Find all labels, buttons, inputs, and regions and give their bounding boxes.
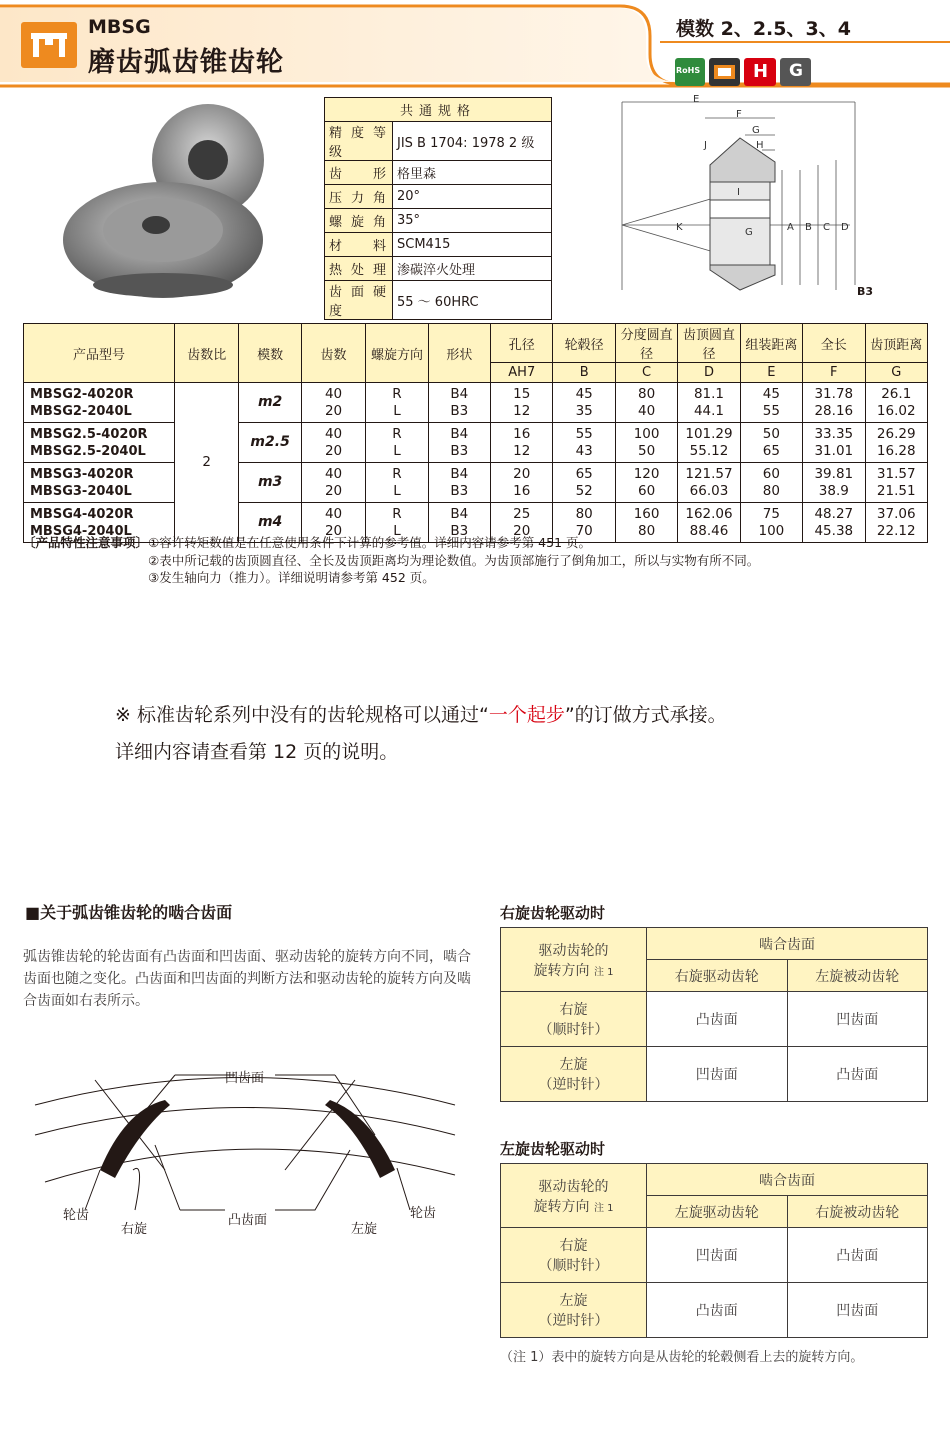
table-row: 齿形 格里森 (325, 161, 552, 185)
dim-cell-g: 37.06 22.12 (865, 503, 928, 543)
table-row: 压力角 20° (325, 185, 552, 209)
page-header (0, 0, 950, 88)
page-title: 磨齿弧齿锥齿轮 (88, 47, 284, 78)
type-b3-label: B3 (857, 285, 874, 298)
gear-photo (58, 100, 273, 305)
dim-cell-g: 31.57 21.51 (865, 463, 928, 503)
helix-cell: R L (366, 463, 428, 503)
table-row: 右旋 （顺时针） 凸齿面 凹齿面 (501, 992, 928, 1047)
ratio-cell: 2 (175, 383, 239, 543)
series-logo-icon (21, 22, 77, 68)
mesh-section-title: ■关于弧齿锥齿轮的啮合齿面 (25, 903, 233, 922)
table-row: 热处理 渗碳淬火处理 (325, 257, 552, 281)
shape-cell: B4 B3 (428, 383, 490, 423)
svg-text:D: D (841, 222, 849, 233)
teeth-cell: 40 20 (301, 423, 365, 463)
model-cell: MBSG4-4020R MBSG4-2040L (24, 503, 175, 543)
table-row: 左旋 （逆时针） 凸齿面 凹齿面 (501, 1283, 928, 1338)
dim-cell-a: 25 20 (491, 503, 553, 543)
custom-order-page-ref: 详细内容请查看第 12 页的说明。 (115, 741, 399, 763)
table-row (24, 423, 928, 463)
dim-cell-a: 15 12 (491, 383, 553, 423)
dim-cell-c: 160 80 (615, 503, 677, 543)
dim-cell-e: 60 80 (740, 463, 802, 503)
tooth-label-right: 轮齿 (410, 1206, 437, 1221)
helix-cell: R L (366, 503, 428, 543)
hardened-icon: H (744, 58, 776, 86)
dim-cell-g: 26.1 16.02 (865, 383, 928, 423)
rohs-badge-icon: RoHS (675, 58, 705, 86)
svg-text:G: G (752, 125, 760, 136)
model-cell: MBSG3-4020R MBSG3-2040L (24, 463, 175, 503)
svg-text:G: G (745, 227, 753, 238)
left-drive-title: 左旋齿轮驱动时 (500, 1140, 606, 1158)
dim-cell-f: 39.81 38.9 (803, 463, 865, 503)
dim-cell-d: 101.29 55.12 (678, 423, 740, 463)
dim-cell-c: 120 60 (615, 463, 677, 503)
left-drive-table: 驱动齿轮的 旋转方向 注 1 啮合齿面 左旋驱动齿轮 右旋被动齿轮 右旋 （顺时针） 凹齿面 凸齿面 左旋 （逆时针） 凸齿面 凹齿面 (500, 1163, 928, 1338)
dim-cell-e: 50 65 (740, 423, 802, 463)
table-row (24, 463, 928, 503)
dim-cell-a: 16 12 (491, 423, 553, 463)
convex-label-bottom: 凸齿面 (228, 1213, 268, 1228)
series-code: MBSG (88, 16, 151, 38)
shape-cell: B4 B3 (428, 463, 490, 503)
right-hand-label: 右旋 (121, 1222, 148, 1237)
model-cell: MBSG2-4020R MBSG2-2040L (24, 383, 175, 423)
module-cell: m2.5 (239, 423, 301, 463)
dim-cell-c: 100 50 (615, 423, 677, 463)
common-spec-table (324, 97, 552, 320)
table-row: 精度等级 JIS B 1704: 1978 2 级 (325, 122, 552, 161)
dim-cell-f: 48.27 45.38 (803, 503, 865, 543)
ground-icon: G (780, 58, 811, 86)
svg-text:J: J (704, 140, 707, 151)
module-cell: m4 (239, 503, 301, 543)
svg-text:C: C (823, 222, 830, 233)
dim-cell-b: 45 35 (553, 383, 615, 423)
svg-text:H: H (756, 140, 764, 151)
right-drive-title: 右旋齿轮驱动时 (500, 904, 606, 922)
dim-cell-f: 31.78 28.16 (803, 383, 865, 423)
table-row (24, 383, 928, 423)
module-cell: m3 (239, 463, 301, 503)
svg-text:E: E (693, 94, 700, 105)
shape-cell: B4 B3 (428, 423, 490, 463)
custom-order-note: ※ 标准齿轮系列中没有的齿轮规格可以通过“一个起步”的订做方式承接。 (115, 704, 727, 726)
teeth-cell: 40 20 (301, 503, 365, 543)
dim-cell-b: 80 70 (553, 503, 615, 543)
svg-text:F: F (736, 109, 742, 120)
spec-table-title: 共通规格 (325, 98, 552, 122)
table-row: 右旋 （顺时针） 凹齿面 凸齿面 (501, 1228, 928, 1283)
rotation-footnote: （注 1）表中的旋转方向是从齿轮的轮毂侧看上去的旋转方向。 (500, 1350, 864, 1365)
module-cell: m2 (239, 383, 301, 423)
module-range: 模数 2、2.5、3、4 (676, 18, 851, 40)
helix-cell: R L (366, 423, 428, 463)
gear-type-icon (709, 58, 740, 86)
dim-cell-e: 75 100 (740, 503, 802, 543)
teeth-cell: 40 20 (301, 383, 365, 423)
model-cell: MBSG2.5-4020R MBSG2.5-2040L (24, 423, 175, 463)
svg-text:K: K (676, 222, 683, 233)
concave-label-top: 凹齿面 (225, 1071, 265, 1086)
mesh-section-paragraph: 弧齿锥齿轮的轮齿面有凸齿面和凹齿面、驱动齿轮的旋转方向不同，啮合齿面也随之变化。凸齿面和凹齿面的判断方法和驱动齿轮的旋转方向及啮合齿面如右表所示。 (23, 949, 471, 1009)
table-row: 齿面硬度 55 ～ 60HRC (325, 281, 552, 320)
shape-cell: B4 B3 (428, 503, 490, 543)
svg-text:A: A (787, 222, 794, 233)
one-piece-highlight: 一个起步 (488, 704, 565, 726)
right-drive-table: 驱动齿轮的 旋转方向 注 1 啮合齿面 右旋驱动齿轮 左旋被动齿轮 右旋 （顺时针） 凸齿面 凹齿面 左旋 （逆时针） 凹齿面 凸齿面 (500, 927, 928, 1102)
dim-cell-f: 33.35 31.01 (803, 423, 865, 463)
table-row: 螺旋角 35° (325, 209, 552, 233)
dim-cell-d: 81.1 44.1 (678, 383, 740, 423)
product-table: 产品型号 齿数比 模数 齿数 螺旋方向 形状 孔径 轮毂径 分度圆直径 齿顶圆直径 组装距离 全长 齿顶距离 AH7 B C D E F G MBSG2-4020R MBSG2-2040L 2 m2 40 20 R L B4 B3 15 12 45 35 80 40 81.1 44.1 45 55 31.78 28.16 26.1 16.02 MBSG2.5-4020R MBSG2.5-2040L m2.5 40 20 R L B4 B3 16 12 55 43 100 50 101.29 55.12 50 65 33.35 31.01 26.29 16.28 MBSG3-4020R MBSG3-2040L m3 40 20 R L B4 B3 20 16 65 52 120 60 121.57 66.03 60 80 39.81 38.9 31.57 21.51 MBSG4-4020R MBSG4-2040L m4 40 20 R L B4 B3 25 20 80 70 160 80 162.06 88.46 75 100 48.27 45.38 37.06 22.12 (23, 323, 928, 543)
dim-cell-d: 121.57 66.03 (678, 463, 740, 503)
dim-cell-g: 26.29 16.28 (865, 423, 928, 463)
table-row: 左旋 （逆时针） 凹齿面 凸齿面 (501, 1047, 928, 1102)
dim-cell-c: 80 40 (615, 383, 677, 423)
tooth-label-left: 轮齿 (63, 1208, 90, 1223)
dimension-diagram (600, 90, 880, 305)
teeth-cell: 40 20 (301, 463, 365, 503)
table-row: 材料 SCM415 (325, 233, 552, 257)
dim-cell-e: 45 55 (740, 383, 802, 423)
dim-cell-b: 65 52 (553, 463, 615, 503)
svg-text:I: I (737, 187, 740, 198)
dim-cell-b: 55 43 (553, 423, 615, 463)
svg-text:B: B (805, 222, 812, 233)
left-hand-label: 左旋 (351, 1222, 378, 1237)
helix-cell: R L (366, 383, 428, 423)
dim-cell-a: 20 16 (491, 463, 553, 503)
dim-cell-d: 162.06 88.46 (678, 503, 740, 543)
